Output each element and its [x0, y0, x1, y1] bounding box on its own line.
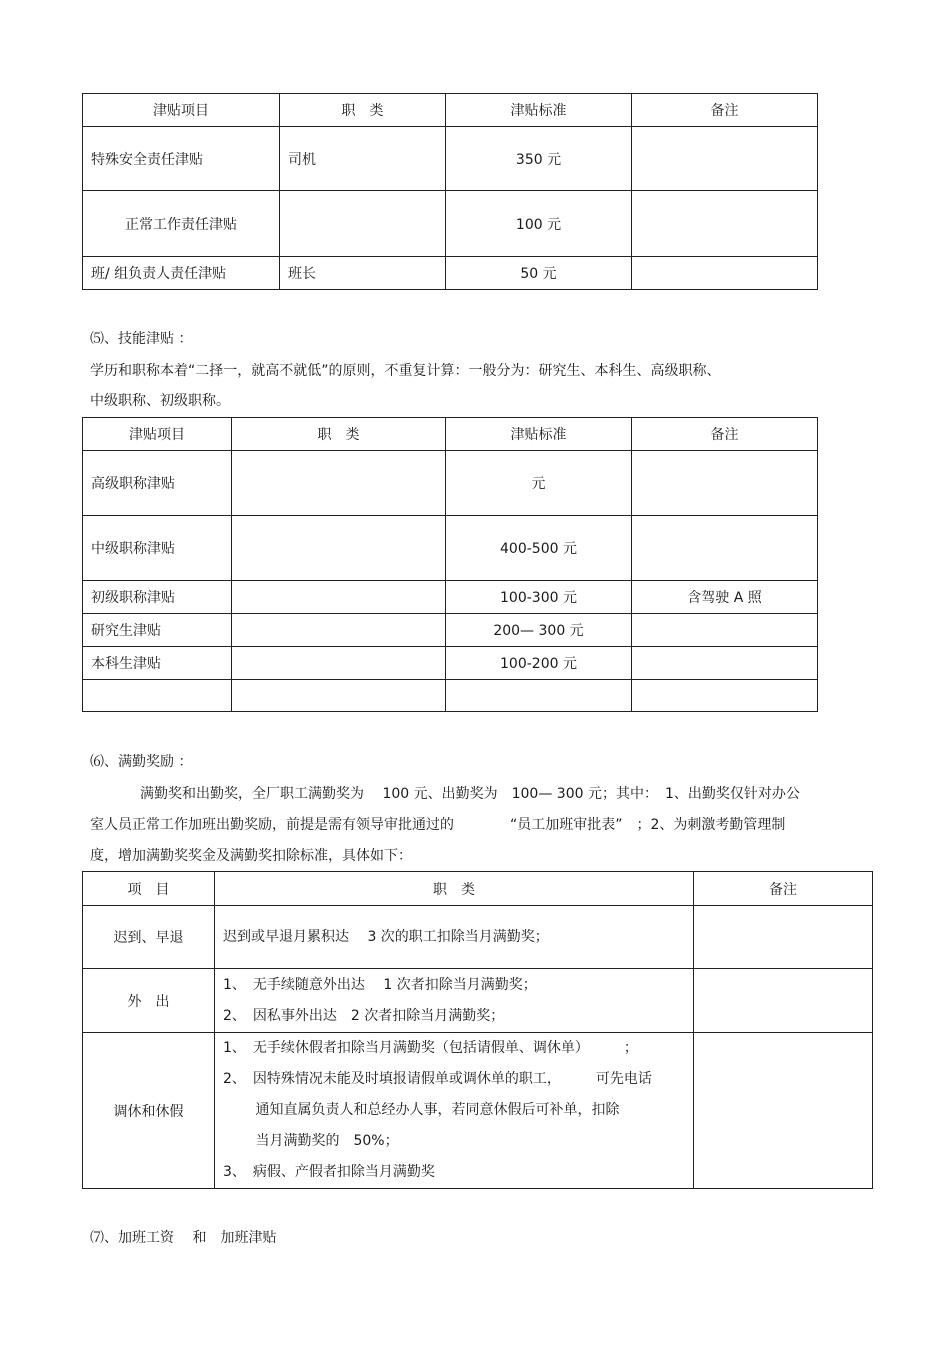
section-6-text-line-3: 度，增加满勤奖奖金及满勤奖扣除标准，具体如下：	[90, 848, 412, 864]
standard-cell	[446, 680, 632, 712]
section-7-title: ⑺、加班工资 和 加班津贴	[90, 1230, 277, 1246]
item-cell: 外 出	[83, 969, 215, 1033]
table-row	[83, 516, 818, 581]
rule-line: 通知直属负责人和总经办人事，若同意休假后可补单，扣除	[223, 1102, 620, 1118]
note-cell	[694, 906, 873, 969]
header-cell: 备注	[632, 94, 818, 127]
note-cell	[632, 647, 818, 680]
table-row	[83, 906, 873, 969]
item-cell: 中级职称津贴	[83, 516, 232, 581]
header-cell: 津贴项目	[83, 94, 280, 127]
allowance-table-1	[82, 93, 818, 290]
rule-cell	[215, 906, 694, 969]
table-header-row	[83, 94, 818, 127]
category-cell	[232, 516, 446, 581]
table-row	[83, 614, 818, 647]
header-cell: 津贴标准	[446, 94, 632, 127]
standard-cell: 50 元	[446, 257, 632, 290]
table-row	[83, 647, 818, 680]
category-cell	[232, 614, 446, 647]
note-cell	[694, 1033, 873, 1189]
item-cell: 研究生津贴	[83, 614, 232, 647]
note-cell	[632, 451, 818, 516]
rule-cell	[215, 969, 694, 1033]
note-cell	[632, 191, 818, 257]
section-6-text-line-2: 室人员正常工作加班出勤奖励，前提是需有领导审批通过的 “员工加班审批表” ；2、为刺激考勤管理制	[90, 817, 786, 833]
allowance-table-2	[82, 417, 818, 712]
standard-cell: 350 元	[446, 127, 632, 191]
item-cell: 高级职称津贴	[83, 451, 232, 516]
note-cell	[632, 516, 818, 581]
note-cell	[632, 257, 818, 290]
note-cell	[632, 680, 818, 712]
category-cell	[232, 680, 446, 712]
standard-cell: 200— 300 元	[446, 614, 632, 647]
rule-line: 2、 因特殊情况未能及时填报请假单或调休单的职工， 可先电话	[223, 1071, 652, 1087]
item-cell: 特殊安全责任津贴	[83, 127, 280, 191]
note-cell: 含驾驶 A 照	[632, 581, 818, 614]
rule-line: 迟到或早退月累积达 3 次的职工扣除当月满勤奖；	[223, 928, 549, 945]
standard-cell: 100 元	[446, 191, 632, 257]
table-row	[83, 581, 818, 614]
header-cell: 备注	[632, 418, 818, 451]
header-cell: 职 类	[232, 418, 446, 451]
note-cell	[632, 614, 818, 647]
category-cell	[232, 451, 446, 516]
standard-cell: 元	[446, 451, 632, 516]
item-cell: 调休和休假	[83, 1033, 215, 1189]
rule-line: 当月满勤奖的 50%；	[223, 1133, 399, 1149]
table-header-row	[83, 418, 818, 451]
note-cell	[632, 127, 818, 191]
attendance-table	[82, 871, 873, 1189]
table-row	[83, 969, 873, 1033]
standard-cell: 100-200 元	[446, 647, 632, 680]
rule-line: 3、 病假、产假者扣除当月满勤奖	[223, 1164, 435, 1180]
header-cell: 备注	[694, 872, 873, 906]
section-5-title: ⑸、技能津贴 ：	[90, 331, 193, 347]
table-header-row	[83, 872, 873, 906]
rule-line: 1、 无手续休假者扣除当月满勤奖（包括请假单、调休单） ；	[223, 1040, 638, 1056]
header-cell: 职 类	[215, 872, 694, 906]
table-row	[83, 451, 818, 516]
standard-cell: 400-500 元	[446, 516, 632, 581]
section-5-text-line-1: 学历和职称本着“二择一，就高不就低”的原则，不重复计算：一般分为：研究生、本科生、高级职称、	[90, 363, 721, 379]
header-cell: 津贴项目	[83, 418, 232, 451]
category-cell	[232, 647, 446, 680]
category-cell: 班长	[280, 257, 446, 290]
item-cell: 迟到、早退	[83, 906, 215, 969]
section-6-text-line-1: 满勤奖和出勤奖，全厂职工满勤奖为 100 元、出勤奖为 100— 300 元；其中： 1、出勤奖仅针对办公	[140, 786, 800, 802]
header-cell: 项 目	[83, 872, 215, 906]
item-cell	[83, 680, 232, 712]
rule-cell	[215, 1033, 694, 1189]
section-6-title: ⑹、满勤奖励 ：	[90, 754, 193, 770]
category-cell	[280, 191, 446, 257]
table-row	[83, 191, 818, 257]
header-cell: 职 类	[280, 94, 446, 127]
item-cell: 初级职称津贴	[83, 581, 232, 614]
rule-line: 1、 无手续随意外出达 1 次者扣除当月满勤奖；	[223, 976, 537, 993]
note-cell	[694, 969, 873, 1033]
table-row	[83, 127, 818, 191]
section-5-text-line-2: 中级职称、初级职称。	[90, 393, 230, 409]
item-cell: 班/ 组负责人责任津贴	[83, 257, 280, 290]
category-cell: 司机	[280, 127, 446, 191]
category-cell	[232, 581, 446, 614]
standard-cell: 100-300 元	[446, 581, 632, 614]
rule-line: 2、 因私事外出达 2 次者扣除当月满勤奖；	[223, 1007, 505, 1024]
table-row	[83, 257, 818, 290]
item-cell: 本科生津贴	[83, 647, 232, 680]
table-row	[83, 680, 818, 712]
item-cell: 正常工作责任津贴	[83, 191, 280, 257]
table-row	[83, 1033, 873, 1189]
header-cell: 津贴标准	[446, 418, 632, 451]
